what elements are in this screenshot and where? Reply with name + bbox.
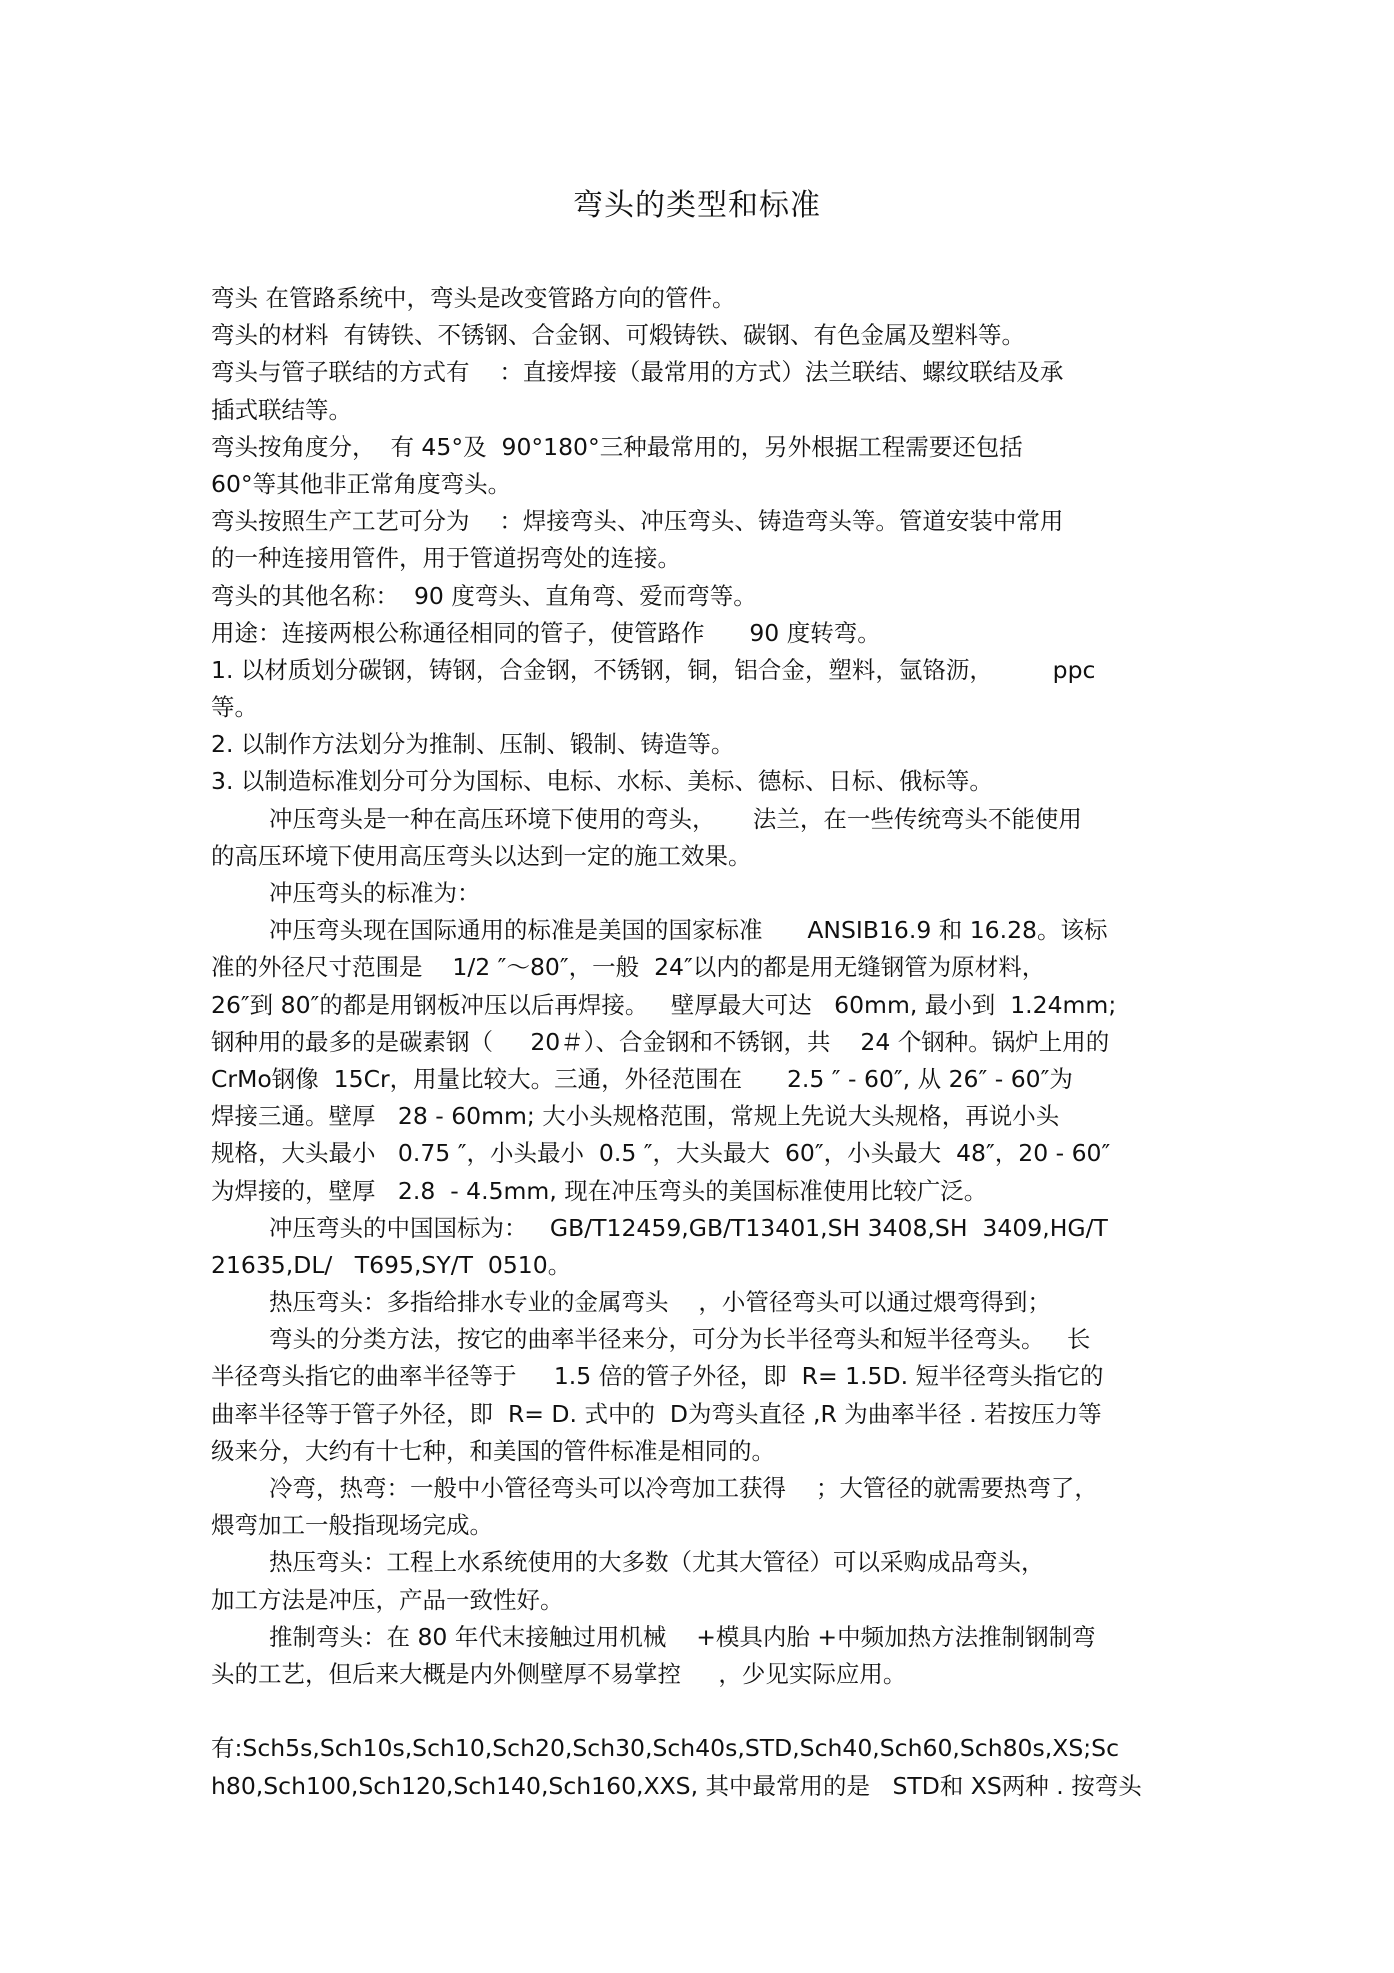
text-line: 弯头按照生产工艺可分为 ：焊接弯头、冲压弯头、铸造弯头等。管道安装中常用 [211, 507, 1064, 536]
text-line [211, 1693, 1201, 1730]
text-line: 冷弯，热弯：一般中小管径弯头可以冷弯加工获得 ；大管径的就需要热弯了， [269, 1474, 1098, 1502]
text-line: 为焊接的，壁厚 2.8 - 4.5mm, 现在冲压弯头的美国标准使用比较广泛。 [211, 1176, 988, 1205]
text-line: h80,Sch100,Sch120,Sch140,Sch160,XXS, 其中最常用的是 STD和 XS两种 . 按弯头 [211, 1771, 1142, 1800]
text-line: 的高压环境下使用高压弯头以达到一定的施工效果。 [211, 841, 752, 870]
text-line: 弯头的其他名称： 90 度弯头、直角弯、爱而弯等。 [211, 581, 757, 610]
text-line: 冲压弯头的中国国标为： GB/T12459,GB/T13401,SH 3408,SH 3409,HG/T [269, 1213, 1108, 1242]
text-line: 曲率半径等于管子外径，即 R= D. 式中的 D为弯头直径 ,R 为曲率半径 . 若按压力等 [211, 1399, 1102, 1428]
text-line: 焊接三通。壁厚 28 - 60mm; 大小头规格范围，常规上先说大头规格，再说小头 [211, 1102, 1060, 1131]
text-line: 26″到 80″的都是用钢板冲压以后再焊接。 壁厚最大可达 60mm, 最小到 1.24mm; [211, 990, 1117, 1019]
text-line: 规格，大头最小 0.75 ″，小头最小 0.5 ″，大头最大 60″，小头最大 48″，20 - 60″ [211, 1139, 1111, 1168]
text-line: 3. 以制造标准划分可分为国标、电标、水标、美标、德标、日标、俄标等。 [211, 767, 993, 796]
text-line: 半径弯头指它的曲率半径等于 1.5 倍的管子外径，即 R= 1.5D. 短半径弯头指它的 [211, 1362, 1104, 1391]
text-line: 钢种用的最多的是碳素钢（ 20＃）、合金钢和不锈钢，共 24 个钢种。锅炉上用的 [211, 1027, 1110, 1056]
text-line: 冲压弯头是一种在高压环境下使用的弯头， 法兰，在一些传统弯头不能使用 [269, 804, 1082, 833]
text-line: 热压弯头：多指给排水专业的金属弯头 ，小管径弯头可以通过煨弯得到； [269, 1288, 1051, 1317]
document-body [211, 280, 1201, 1805]
text-line: 头的工艺，但后来大概是内外侧壁厚不易掌控 ，少见实际应用。 [211, 1659, 907, 1688]
document-title: 弯头的类型和标准 [573, 188, 821, 223]
text-line: 推制弯头：在 80 年代末接触过用机械 +模具内胎 +中频加热方法推制钢制弯 [269, 1622, 1096, 1651]
text-line: 用途：连接两根公称通径相同的管子，使管路作 90 度转弯。 [211, 618, 881, 647]
text-line: 级来分，大约有十七种，和美国的管件标准是相同的。 [211, 1436, 775, 1465]
text-line: 等。 [211, 693, 258, 722]
text-line: 1. 以材质划分碳钢，铸钢，合金钢，不锈钢，铜，铝合金，塑料，氩铬沥， ppc [211, 655, 1096, 684]
text-line: 弯头与管子联结的方式有 ：直接焊接（最常用的方式）法兰联结、螺纹联结及承 [211, 358, 1064, 387]
text-line: 煨弯加工一般指现场完成。 [211, 1511, 493, 1540]
text-line: 弯头的分类方法，按它的曲率半径来分，可分为长半径弯头和短半径弯头。 长 [269, 1325, 1091, 1354]
text-line: 冲压弯头现在国际通用的标准是美国的国家标准 ANSIB16.9 和 16.28。该标 [269, 916, 1108, 945]
text-line: CrMo钢像 15Cr，用量比较大。三通，外径范围在 2.5 ″ - 60″, 从 26″ - 60″为 [211, 1064, 1073, 1093]
text-line: 弯头 在管路系统中，弯头是改变管路方向的管件。 [211, 284, 736, 312]
text-line: 准的外径尺寸范围是 1/2 ″～80″，一般 24″以内的都是用无缝钢管为原材料， [211, 953, 1046, 982]
text-line: 热压弯头：工程上水系统使用的大多数（尤其大管径）可以采购成品弯头， [269, 1548, 1045, 1577]
text-line: 加工方法是冲压，产品一致性好。 [211, 1585, 564, 1614]
text-line: 60°等其他非正常角度弯头。 [211, 469, 512, 498]
text-line: 弯头的材料 有铸铁、不锈钢、合金钢、可煅铸铁、碳钢、有色金属及塑料等。 [211, 321, 1025, 350]
text-line: 有:Sch5s,Sch10s,Sch10,Sch20,Sch30,Sch40s,STD,Sch40,Sch60,Sch80s,XS;Sc [211, 1734, 1119, 1763]
text-line: 插式联结等。 [211, 395, 352, 424]
text-line: 弯头按角度分， 有 45°及 90°180°三种最常用的，另外根据工程需要还包括 [211, 432, 1023, 461]
text-line: 21635,DL/ T695,SY/T 0510。 [211, 1250, 572, 1279]
text-line: 2. 以制作方法划分为推制、压制、锻制、铸造等。 [211, 730, 735, 759]
text-line: 的一种连接用管件，用于管道拐弯处的连接。 [211, 544, 681, 573]
text-line: 冲压弯头的标准为： [269, 879, 481, 907]
